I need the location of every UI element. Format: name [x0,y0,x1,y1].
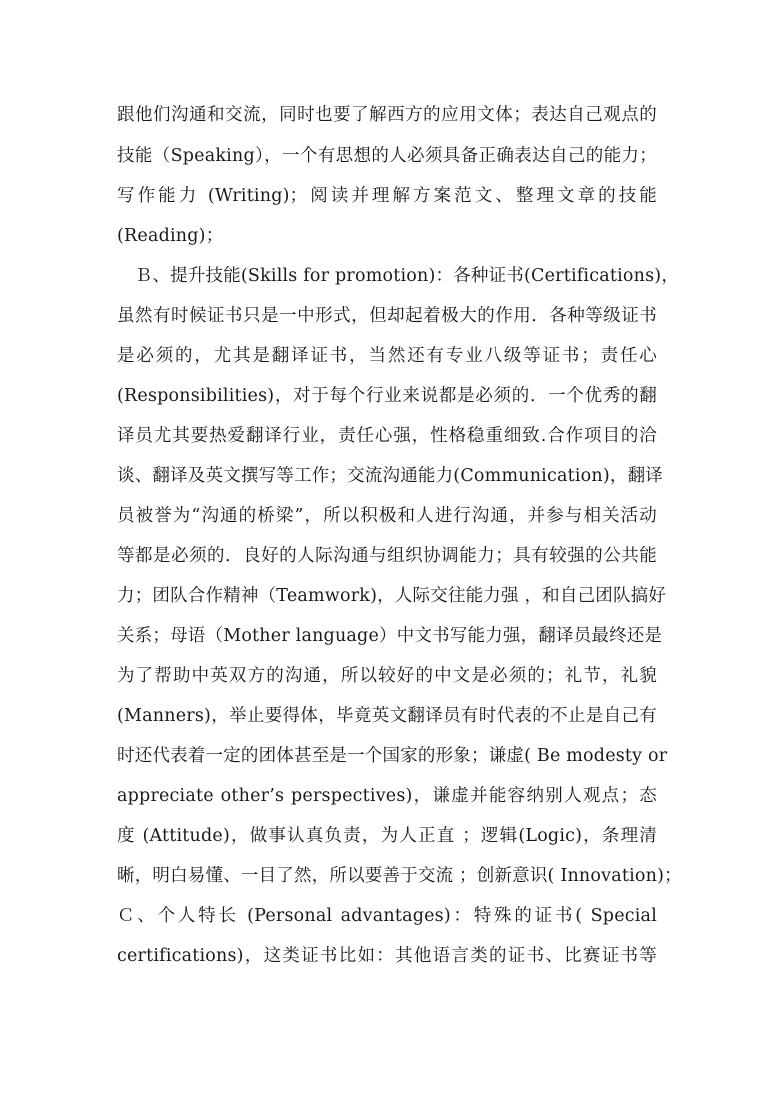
text-line: 关系；母语（Mother language）中文书写能力强，翻译员最终还是 [117,626,663,646]
text-line: 时还代表着一定的团体甚至是一个国家的形象；谦虚( Be modesty or [117,746,668,766]
text-line: 译员尤其要热爱翻译行业，责任心强，性格稳重细致.合作项目的洽 [117,426,657,446]
text-line: Ｂ、提升技能(Skills for promotion)：各种证书(Certifications)， [117,266,680,286]
text-line: 谈、翻译及英文撰写等工作；交流沟通能力(Communication)，翻译 [117,466,663,486]
text-line: 为了帮助中英双方的沟通，所以较好的中文是必须的；礼节，礼貌 [117,666,657,686]
text-line: appreciate other’s perspectives)，谦虚并能容纳别人观点；态 [117,786,657,806]
text-line: 虽然有时候证书只是一中形式，但却起着极大的作用．各种等级证书 [117,306,657,326]
text-line: 力；团队合作精神（Teamwork)，人际交往能力强 ，和自己团队搞好 [117,586,667,606]
text-line: certifications)，这类证书比如：其他语言类的证书、比赛证书等 [117,946,657,966]
text-line: 是必须的，尤其是翻译证书，当然还有专业八级等证书；责任心 [117,346,657,366]
text-line: (Reading)； [117,226,224,246]
text-line: (Responsibilities)，对于每个行业来说都是必须的．一个优秀的翻 [117,386,657,406]
text-line: 跟他们沟通和交流，同时也要了解西方的应用文体；表达自己观点的 [117,105,657,125]
text-line: 员被誉为“沟通的桥梁”，所以积极和人进行沟通，并参与相关活动 [117,506,657,526]
text-line: 写作能力 (Writing)；阅读并理解方案范文、整理文章的技能 [117,186,657,206]
text-line: 度 (Attitude)，做事认真负责，为人正直 ；逻辑(Logic)，条理清 [117,826,657,846]
text-line: (Manners)，举止要得体，毕竟英文翻译员有时代表的不止是自己有 [117,706,657,726]
text-line: 等都是必须的．良好的人际沟通与组织协调能力；具有较强的公共能 [117,546,657,566]
text-line: Ｃ、个人特长 (Personal advantages)：特殊的证书( Special [117,906,657,926]
text-line: 技能（Speaking），一个有思想的人必须具备正确表达自己的能力； [117,146,657,166]
text-line: 晰，明白易懂、一目了然，所以要善于交流 ；创新意识( Innovation)； [117,866,682,886]
